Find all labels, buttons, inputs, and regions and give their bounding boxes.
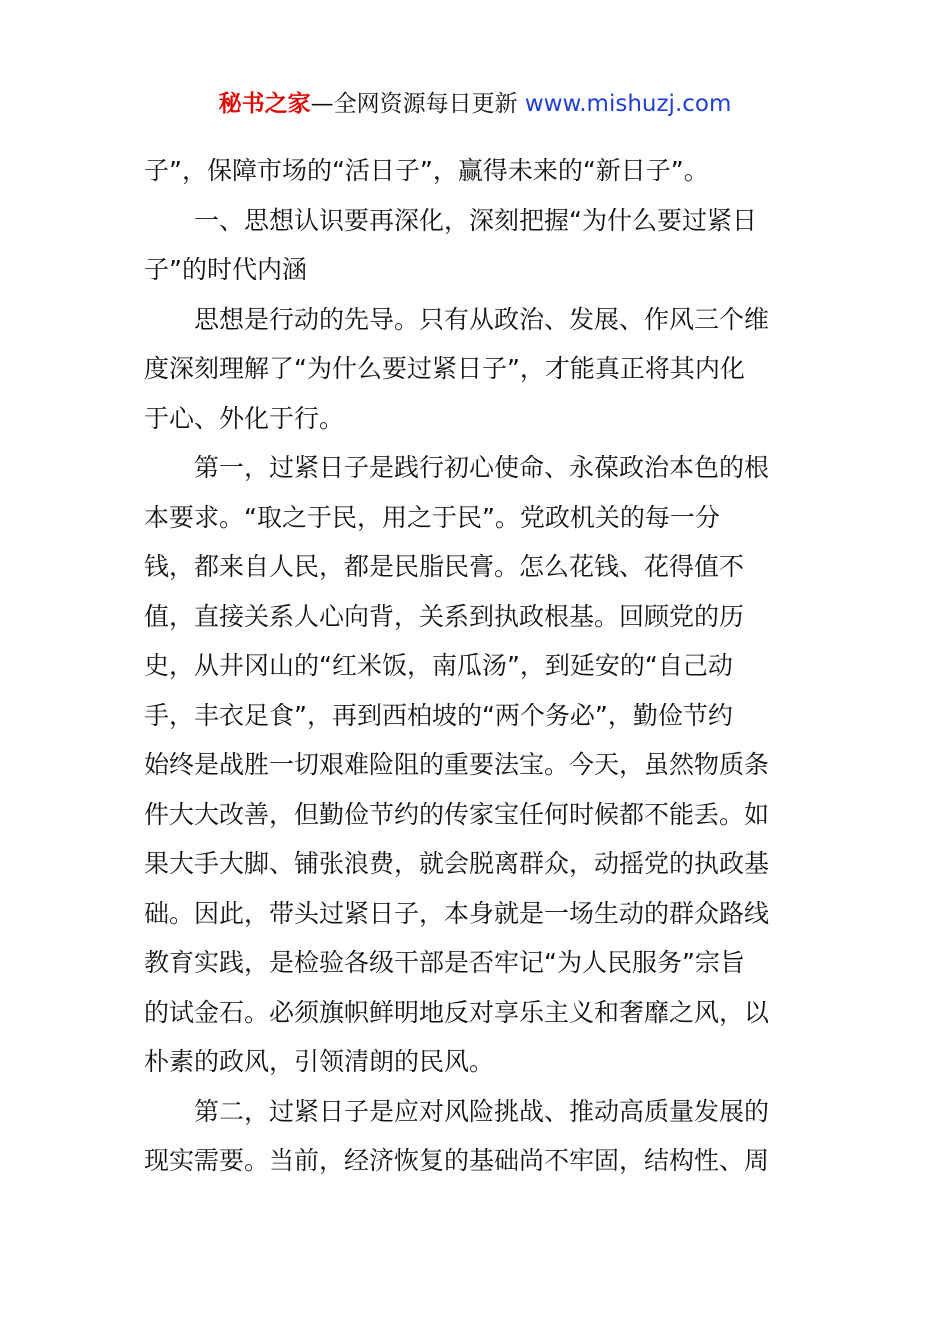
text-line: 于心、外化于行。	[144, 403, 345, 433]
text-line: 果大手大脚、铺张浪费，就会脱离群众，动摇党的执政基	[144, 849, 770, 878]
paragraph-start: 第一，过紧日子是践行初心使命、永葆政治本色的根	[194, 453, 770, 482]
text-line: 础。因此，带头过紧日子，本身就是一场生动的群众路线	[144, 898, 770, 928]
text-line: 教育实践，是检验各级干部是否牢记“为人民服务”宗旨	[144, 948, 745, 977]
document-body	[144, 146, 808, 1186]
text-line: 始终是战胜一切艰难险阻的重要法宝。今天，虽然物质条	[144, 750, 770, 779]
site-brand: 秘书之家	[218, 91, 311, 117]
section-heading: 一、思想认识要再深化，深刻把握“为什么要过紧日	[194, 205, 757, 235]
text-line: 钱，都来自人民，都是民脂民膏。怎么花钱、花得值不	[144, 552, 745, 581]
text-line: 本要求。“取之于民，用之于民”。党政机关的每一分	[144, 502, 720, 532]
text-line: 现实需要。当前，经济恢复的基础尚不牢固，结构性、周	[144, 1146, 770, 1175]
section-heading-continued: 子”的时代内涵	[144, 255, 307, 284]
text-line: 度深刻理解了“为什么要过紧日子”，才能真正将其内化	[144, 354, 745, 383]
text-line: 史，从井冈山的“红米饭，南瓜汤”，到延安的“自己动	[144, 651, 733, 680]
text-line: 件大大改善，但勤俭节约的传家宝任何时候都不能丢。如	[144, 799, 770, 829]
paragraph-start: 思想是行动的先导。只有从政治、发展、作风三个维	[194, 304, 770, 334]
text-line: 值，直接关系人心向背，关系到执政根基。回顾党的历	[144, 601, 745, 631]
text-line: 子”，保障市场的“活日子”，赢得未来的“新日子”。	[144, 156, 709, 185]
site-tagline: —全网资源每日更新	[310, 91, 525, 117]
paragraph-start: 第二，过紧日子是应对风险挑战、推动高质量发展的	[194, 1096, 770, 1126]
text-line: 手，丰衣足食”，再到西柏坡的“两个务必”，勤俭节约	[144, 700, 733, 730]
site-url-link[interactable]: www.mishuzj.com	[524, 91, 732, 117]
text-line: 的试金石。必须旗帜鲜明地反对享乐主义和奢靡之风，以	[144, 997, 770, 1027]
text-line: 朴素的政风，引领清朗的民风。	[144, 1047, 495, 1076]
site-header	[0, 88, 950, 120]
